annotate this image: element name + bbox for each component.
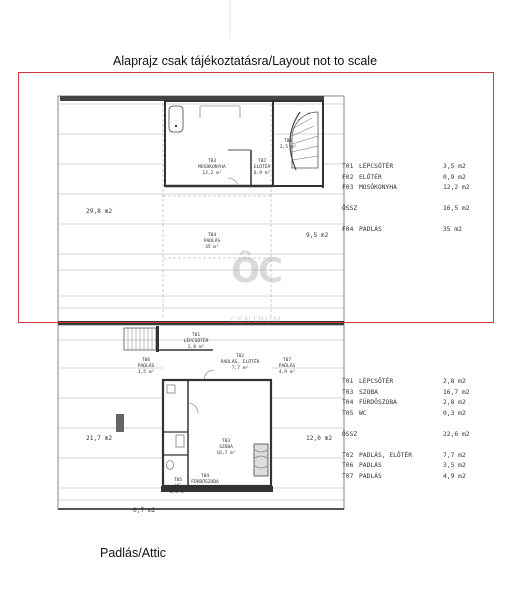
room-area-label: 2,8 m² [187,345,205,350]
room-area-label: 3,5 m² [137,370,155,375]
legend-code: T02 [342,451,354,459]
legend-name: PADLÁS [359,226,382,233]
room-code-label: T01 [191,333,201,338]
legend-area: 35 m2 [443,226,462,233]
room-name-label: PADLÁS [278,364,296,369]
legend-area: 7,7 m2 [443,451,466,459]
legend-area: 0,9 m2 [443,173,466,181]
legend-name: LÉPCSŐTÉR [359,378,394,385]
room-name-label: PADLÁS [137,364,155,369]
room-area-label: 12,2 m² [202,171,222,176]
legend-name: SZOBA [359,388,378,396]
legend-code: F03 [342,184,354,191]
room-code-label: T02 [257,159,267,164]
legend-name: PADLÁS [359,462,382,469]
legend-row [342,473,482,482]
legend-row [342,195,482,204]
legend-code: T05 [342,409,354,417]
room-area-label: 4,9 m² [278,370,296,375]
legend-code: F04 [342,226,354,233]
attic-area-label: 21,7 m2 [86,435,113,442]
legend-name: WC [359,409,367,417]
legend-area: 3,5 m2 [443,462,466,469]
legend-row [342,410,482,419]
room-area-label: 7,7 m² [231,366,249,371]
room-name-label: SZOBA [219,445,233,450]
legend-name: LÉPCSŐTÉR [359,163,394,170]
legend-code: T07 [342,472,354,480]
room-code-label: T03 [221,439,231,444]
legend-code: T04 [342,399,354,406]
room-code-label: T04 [200,474,210,479]
watermark-logo: ÔC CENTRUM [230,251,282,326]
legend-area: 4,9 m2 [443,472,466,480]
attic-area-label: 29,8 m2 [86,208,113,215]
legend-row [342,205,482,214]
legend-row [342,431,482,440]
room-code-label: T01 [283,139,293,144]
legend-area: 12,2 m2 [443,184,470,191]
legend-row [342,226,482,235]
room-area-label: 3,5 m² [279,145,297,150]
attic-caption: Padlás/Attic [100,546,167,560]
legend-row [342,441,482,450]
legend-area: 16,7 m2 [443,388,470,396]
legend-row [342,216,482,225]
legend-code: T03 [342,388,354,396]
room-area-label: 16,7 m² [216,451,236,456]
legend-area: 0,3 m2 [443,409,466,417]
legend-code: T01 [342,163,354,170]
room-code-label: T02 [235,354,245,359]
legend-row [342,462,482,471]
legend-code: T01 [342,378,354,385]
legend-row [342,174,482,183]
room-code-label: T07 [282,358,292,363]
room-code-label: T04 [207,233,217,238]
legend-row [342,389,482,398]
legend-code: T06 [342,462,354,469]
legend-code: F02 [342,173,354,181]
legend-row [342,184,482,193]
attic-area-label: 0,7 m2 [133,507,156,514]
room-name-label: WC [175,484,181,489]
room-name-label: ELŐTÉR [253,165,271,170]
legend-area: 22,6 m2 [443,430,470,438]
legend-row [342,420,482,429]
legend-row [342,378,482,387]
room-name-label: PADLÁS, ELŐTÉR [220,360,260,365]
attic-area-label: 12,0 m2 [306,435,333,442]
room-area-label: 35 m² [205,245,219,250]
room-code-label: T05 [173,478,183,483]
legend-row [342,163,482,172]
legend-name: ELŐTÉR [359,173,382,181]
room-code-label: T06 [141,358,151,363]
legend-code: ÖSSZ [342,430,358,438]
attic-area-label: 9,5 m2 [306,232,329,239]
legend-area: 3,5 m2 [443,163,466,170]
room-area-label: 0,3 m² [169,490,187,495]
legend-row [342,399,482,408]
room-name-label: PADLÁS [203,239,221,244]
legend-area: 2,8 m2 [443,378,466,385]
legend-name: FÜRDŐSZOBA [359,399,397,406]
legend-name: PADLÁS [359,472,382,480]
legend-area: 16,5 m2 [443,205,470,212]
room-name-label: MOSÓKONYHA [198,165,226,170]
layout-disclaimer-title: Alaprajz csak tájékoztatásra/Layout not to scale [113,54,378,68]
room-area-label: 2,8 m² [196,486,214,491]
legend-row [342,452,482,461]
room-name-label: FÜRDŐSZOBA [191,480,219,485]
legend-name: PADLÁS, ELŐTÉR [359,451,413,459]
room-area-label: 0,9 m² [253,171,271,176]
room-code-label: T03 [207,159,217,164]
legend-name: MOSÓKONYHA [359,184,397,191]
legend-area: 2,8 m2 [443,399,466,406]
room-name-label: LÉPCSŐTÉR [183,339,209,344]
legend-code: ÖSSZ [342,205,358,212]
